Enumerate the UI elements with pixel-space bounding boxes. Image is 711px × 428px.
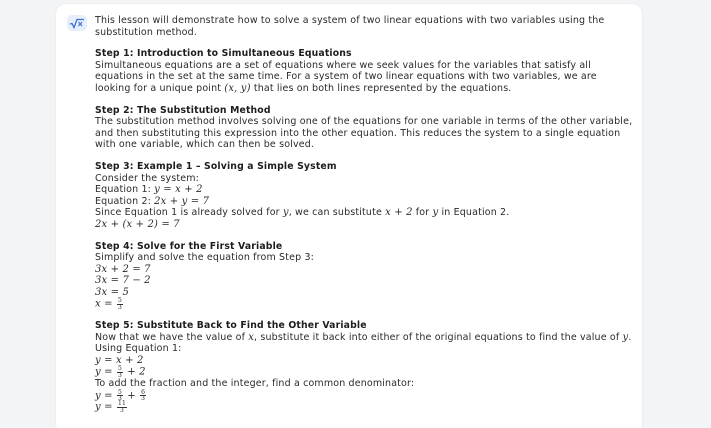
step-5-body: Now that we have the value of x, substitute it back into either of the original equations to find the value of y. Using Equation 1: [95,331,632,355]
assistant-message-card [56,4,642,428]
step-1-body: Simultaneous equations are a set of equations where we seek values for the variables that satisfy all equations in the set at the same time. For a system of two linear equations with two variables, we are looking for a unique point (x, y) that lies on both lines represented by the equations. [95,59,597,94]
step-5-line-1: y = x + 2 [95,354,144,366]
step-3-since: Since Equation 1 is already solved for y, we can substitute x + 2 for y in Equation 2. [95,207,510,219]
step-5-title: Step 5: Substitute Back to Find the Other Variable [95,320,367,332]
step-3-result: 2x + (x + 2) = 7 [95,218,180,230]
step-3-equation-2: Equation 2: 2x + y = 7 [95,195,210,207]
step-5-line-4: y = $\frac{11}{3}$ [95,400,126,414]
step-2-title: Step 2: The Substitution Method [95,104,271,116]
step-4-title: Step 4: Solve for the First Variable [95,240,283,252]
intro-text: This lesson will demonstrate how to solve a system of two linear equations with two variables using the substitution method. [95,15,605,38]
step-5-common: To add the fraction and the integer, find a common denominator: [95,378,415,390]
step-2 [95,105,635,151]
step-4-intro: Simplify and solve the equation from Step 3: [95,252,314,264]
message-content [95,15,635,423]
step-4-line-4: x = $\frac{5}{3}$ [95,297,122,311]
step-4-line-1: 3x + 2 = 7 [95,263,151,275]
step-3-consider: Consider the system: [95,172,200,184]
step-1 [95,48,635,94]
step-3-equation-1: Equation 1: y = x + 2 [95,184,203,196]
step-4-line-2: 3x = 7 − 2 [95,275,151,287]
step-4 [95,241,635,311]
step-3 [95,161,635,231]
step-5 [95,320,635,413]
step-5-line-2: y = $\frac{5}{3}$ + 2 [95,365,146,379]
step-5-line-3: y = $\frac{5}{3}$ + $\frac{6}{3}$ [95,388,146,403]
math-sqrt-icon [67,15,87,31]
step-1-title: Step 1: Introduction to Simultaneous Equations [95,48,352,60]
step-4-line-3: 3x = 5 [95,286,130,298]
step-2-body: The substitution method involves solving one of the equations for one variable in terms of the other variable, and then substituting this expression into the other equation. This reduces the system to a single equation with one variable, which can then be solved. [95,116,633,151]
step-3-title: Step 3: Example 1 – Solving a Simple System [95,160,337,172]
